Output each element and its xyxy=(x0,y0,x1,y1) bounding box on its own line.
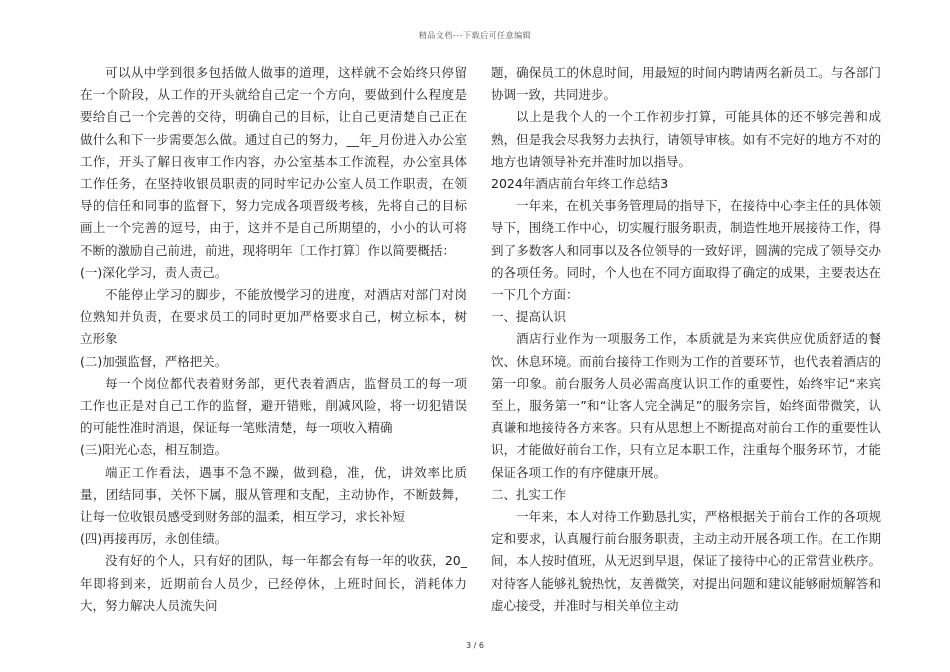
section-heading: 二、扎实工作 xyxy=(491,486,567,502)
paragraph: 以上是我个人的一个工作初步打算，可能具体的还不够完善和成熟，但是我会尽我努力去执行，请领导审核。如有不完好的地方不对的地方也请领导补充并准时加以指导。 xyxy=(491,109,881,169)
section-heading: (四)再接再厉，永创佳绩。 xyxy=(80,531,228,547)
paragraph: 端正工作看法，遇事不急不躁，做到稳，准，优，讲效率比质量，团结同事，关怀下属，服从管理和支配，主动协作，不断鼓舞，让每一位收银员感受到财务部的温柔，相互学习，求长补短 xyxy=(80,464,467,525)
paragraph: 没有好的个人，只有好的团队，每一年都会有每一年的收获，20_年即将到来，近期前台人员少，已经停休，上班时间长，消耗体力大，努力解决人员流失问 xyxy=(80,553,467,613)
paragraph: 不能停止学习的脚步，不能放慢学习的进度，对酒店对部门对岗位熟知并负责，在要求员工的同时更加严格要求自己，树立标本，树立形象 xyxy=(80,287,467,347)
right-column xyxy=(491,62,881,617)
left-column xyxy=(80,62,467,617)
paragraph: 每一个岗位都代表着财务部，更代表着酒店，监督员工的每一项工作也正是对自己工作的监督，避开错账，削减风险，将一切犯错误的可能性准时消退，保证每一笔账清楚，每一项收入精确 xyxy=(80,375,467,436)
paragraph: 一年来，在机关事务管理局的指导下，在接待中心李主任的具体领导下，围绕工作中心，切实履行服务职责，制造性地开展接待工作，得到了多数客人和同事以及各位领导的一致好评，圆满的完成了领导交办的各项任务。同时，个人也在不同方面取得了确定的成果，主要表达在一下几个方面： xyxy=(491,198,881,303)
section-heading: (一)深化学习，责人责己。 xyxy=(80,264,228,280)
paragraph: 可以从中学到很多包括做人做事的道理，这样就不会始终只停留在一个阶段，从工作的开头就给自己定一个方向，要做到什么程度是要给自己一个完善的交待，明确自己的目标，让自己更清楚自己正在做什么和下一步需要怎么做。通过自己的努力，__年_月份进入办公室工作，开头了解日夜审工作内容，办公室基本工作流程，办公室具体工作任务，在坚持收银员职责的同时牢记办公室人员工作职责，在领导的信任和同事的监督下，努力完成各项晋级考核，先将自己的目标画上一个完善的逗号，由于，这并不是自己所期望的，小小的认可将不断的激励自己前进，前进，现将明年〔工作打算〕作以简要概括： xyxy=(80,65,467,258)
page-number: 3 / 6 xyxy=(466,641,484,650)
paragraph: 一年来，本人对待工作勤恳扎实，严格根据关于前台工作的各项规定和要求，认真履行前台服务职责，主动主动开展各项工作。在工作期间，本人按时值班，从无迟到早退，保证了接待中心的正常营业秩序。对待客人能够礼貌热忱，友善微笑，对提出问题和建议能够耐烦解答和虚心接受，并准时与相关单位主动 xyxy=(491,509,881,613)
section-heading: (三)阳光心态，相互制造。 xyxy=(80,442,228,458)
section-heading: 一、提高认识 xyxy=(491,309,567,325)
paragraph: 题，确保员工的休息时间，用最短的时间内聘请两名新员工。与各部门协调一致，共同进步。 xyxy=(491,65,881,103)
page-header: 精品文档---下载后可任意编辑 xyxy=(418,31,532,40)
paragraph: 酒店行业作为一项服务工作，本质就是为来宾供应优质舒适的餐饮、休息环境。而前台接待工作则为工作的首要环节，也代表着酒店的第一印象。前台服务人员必需高度认识工作的重要性，始终牢记“来宾至上，服务第一”和“让客人完全满足”的服务宗旨，始终面带微笑，认真谦和地接待各方来客。只有从思想上不断提高对前台工作的重要性认识，才能做好前台工作，只有立足本职工作，注重每个服务环节，才能保证各项工作的有序健康开展。 xyxy=(491,331,881,480)
document-title: 2024年酒店前台年终工作总结3 xyxy=(491,176,669,192)
section-heading: (二)加强监督，严格把关。 xyxy=(80,353,228,369)
